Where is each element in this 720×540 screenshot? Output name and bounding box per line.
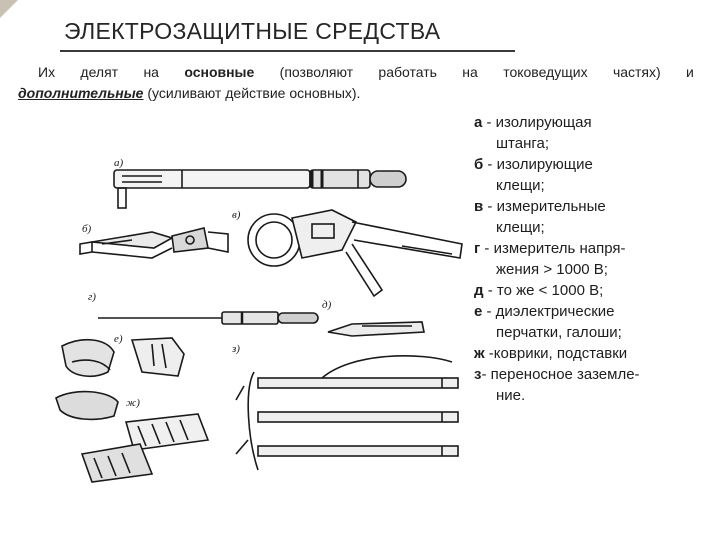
intro-word: на bbox=[462, 64, 478, 80]
intro-word: частях) bbox=[612, 64, 661, 80]
legend-letter: е bbox=[474, 303, 483, 320]
protective-equipment-illustration bbox=[22, 140, 468, 484]
mats-stands-drawing bbox=[82, 414, 208, 482]
legend-item bbox=[474, 196, 714, 238]
figure-label-zh: ж) bbox=[126, 397, 140, 409]
legend-text: - то же < 1000 В; bbox=[483, 282, 604, 299]
intro-line-2-text: (усиливают действие основных). bbox=[143, 85, 361, 101]
legend-text-cont: клещи; bbox=[496, 219, 545, 236]
legend-letter: д bbox=[474, 282, 484, 299]
legend-item bbox=[474, 154, 714, 196]
corner-ornament bbox=[0, 0, 18, 18]
legend-text: - измеритель напря- bbox=[480, 240, 626, 257]
intro-line-1 bbox=[18, 62, 694, 83]
insulating-rod-drawing bbox=[114, 170, 406, 208]
legend-letter: б bbox=[474, 156, 484, 173]
legend-item bbox=[474, 364, 714, 406]
voltage-indicator-low-drawing bbox=[328, 322, 424, 336]
intro-word: Их bbox=[38, 64, 56, 80]
intro-word: работать bbox=[378, 64, 437, 80]
legend-letter: г bbox=[474, 240, 481, 257]
intro-word: на bbox=[143, 64, 159, 80]
legend-letter: з bbox=[474, 366, 482, 383]
measuring-pliers-drawing bbox=[248, 210, 462, 296]
legend-item bbox=[474, 238, 714, 280]
legend-text-cont: клещи; bbox=[496, 177, 545, 194]
figure-label-d: д) bbox=[322, 299, 332, 311]
legend-text-cont: перчатки, галоши; bbox=[496, 324, 622, 341]
figure-label-e: е) bbox=[114, 333, 123, 345]
figure-label-g: г) bbox=[88, 291, 96, 303]
voltage-indicator-high-drawing bbox=[98, 312, 318, 324]
legend-item bbox=[474, 112, 714, 154]
legend-text-cont: ние. bbox=[496, 387, 526, 404]
legend-text-cont: штанга; bbox=[496, 135, 550, 152]
portable-grounding-drawing bbox=[236, 356, 458, 470]
intro-paragraph bbox=[18, 62, 694, 104]
equipment-drawing bbox=[22, 140, 468, 484]
legend-text: -коврики, подставки bbox=[484, 345, 628, 362]
title-underline bbox=[60, 50, 515, 52]
figure-label-z: з) bbox=[232, 343, 240, 355]
legend-text: - изолирующая bbox=[482, 114, 592, 131]
legend-item bbox=[474, 280, 714, 301]
legend-letter: а bbox=[474, 114, 483, 131]
intro-word: (позволяют bbox=[279, 64, 354, 80]
legend-text: - переносное заземле- bbox=[481, 366, 640, 383]
insulating-pliers-drawing bbox=[80, 228, 228, 258]
legend-item bbox=[474, 301, 714, 343]
figure-label-b: б) bbox=[82, 223, 92, 235]
legend-letter: в bbox=[474, 198, 484, 215]
intro-word: и bbox=[686, 64, 694, 80]
figure-label-v: в) bbox=[232, 209, 241, 221]
equipment-legend bbox=[474, 112, 714, 406]
figure-label-a: а) bbox=[114, 157, 124, 169]
legend-text: - диэлектрические bbox=[482, 303, 615, 320]
legend-letter: ж bbox=[474, 345, 485, 362]
legend-text: - изолирующие bbox=[483, 156, 593, 173]
legend-text: - измерительные bbox=[483, 198, 606, 215]
slide-title: ЭЛЕКТРОЗАЩИТНЫЕ СРЕДСТВА bbox=[64, 18, 441, 44]
legend-text-cont: жения > 1000 В; bbox=[496, 261, 608, 278]
intro-term-basic: основные bbox=[184, 64, 255, 80]
intro-line-2 bbox=[18, 83, 694, 104]
intro-word: токоведущих bbox=[503, 64, 588, 80]
gloves-galoshes-drawing bbox=[56, 338, 184, 419]
legend-item bbox=[474, 343, 714, 364]
intro-word: делят bbox=[80, 64, 119, 80]
intro-term-additional: дополнительные bbox=[18, 85, 144, 101]
